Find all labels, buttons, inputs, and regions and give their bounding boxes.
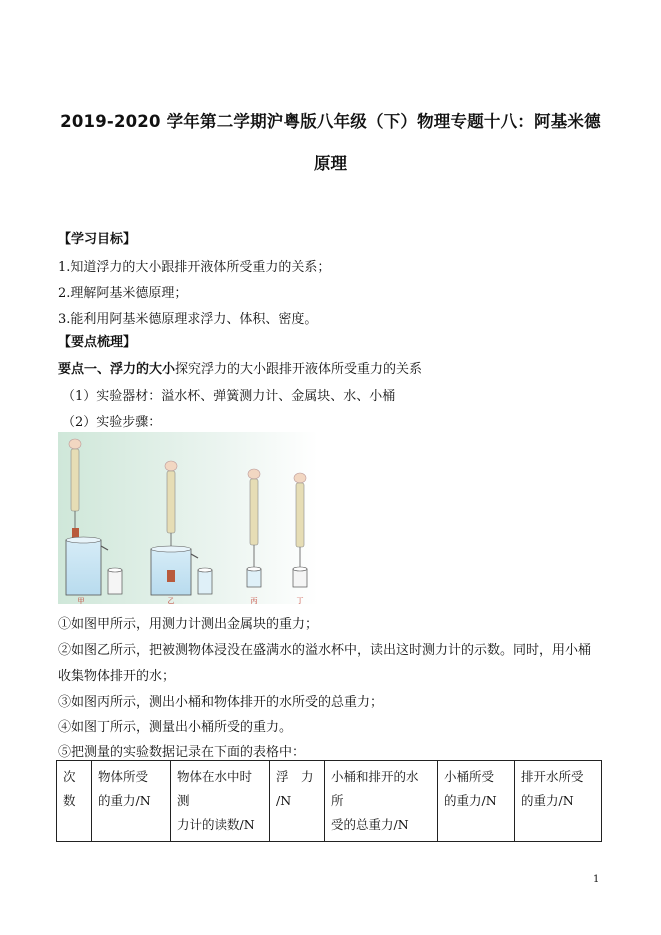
header-cell-reading-in-water: 物体在水中时 测 力计的读数/N: [171, 761, 270, 842]
equipment-line: （1）实验器材：溢水杯、弹簧测力计、金属块、水、小桶: [62, 389, 396, 404]
objective-item-1: 1.知道浮力的大小跟排开液体所受重力的关系；: [58, 260, 331, 275]
figure-label-jia: 甲: [77, 597, 85, 604]
document-title-line1: 2019-2020 学年第二学期沪粤版八年级（下）物理专题十八：阿基米德: [60, 112, 601, 131]
step-1: ①如图甲所示，用测力计测出金属块的重力；: [58, 617, 319, 632]
steps-label: （2）实验步骤：: [62, 415, 162, 430]
figure-label-ding: 丁: [296, 597, 304, 604]
step-3: ③如图丙所示，测出小桶和物体排开的水所受的总重力；: [58, 695, 384, 710]
figure-label-bing: 丙: [250, 597, 258, 604]
objectives-heading: 【学习目标】: [58, 232, 137, 247]
point1-line: [58, 358, 422, 377]
step-4: ④如图丁所示，测量出小桶所受的重力。: [58, 720, 293, 735]
step-5: ⑤把测量的实验数据记录在下面的表格中：: [58, 745, 306, 760]
header-cell-bucket-and-water: 小桶和排开的水 所 受的总重力/N: [325, 761, 438, 842]
objective-item-2: 2.理解阿基米德原理；: [58, 286, 188, 301]
header-cell-buoyancy: 浮 力 /N: [270, 761, 325, 842]
point1-text: 探究浮力的大小跟排开液体所受重力的关系: [175, 362, 423, 377]
summary-heading: 【要点梳理】: [58, 335, 137, 350]
objective-item-3: 3.能利用阿基米德原理求浮力、体积、密度。: [58, 312, 318, 327]
step-2: ②如图乙所示，把被测物体浸没在盛满水的溢水杯中，读出这时测力计的示数。同时，用小桶: [58, 643, 592, 658]
point1-title: 要点一、浮力的大小: [58, 362, 176, 377]
experiment-figure: [58, 432, 318, 604]
header-cell-count: 次 数: [57, 761, 92, 842]
step-2-cont: 收集物体排开的水；: [58, 669, 176, 684]
header-cell-object-weight: 物体所受 的重力/N: [92, 761, 171, 842]
data-table: [56, 760, 602, 842]
figure-label-yi: 乙: [167, 597, 175, 604]
document-title-line2: 原理: [314, 154, 347, 173]
page-number: 1: [593, 874, 600, 885]
table-header-row: [57, 761, 602, 842]
header-cell-bucket-weight: 小桶所受 的重力/N: [438, 761, 515, 842]
header-cell-displaced-water-weight: 排开水所受 的重力/N: [515, 761, 602, 842]
